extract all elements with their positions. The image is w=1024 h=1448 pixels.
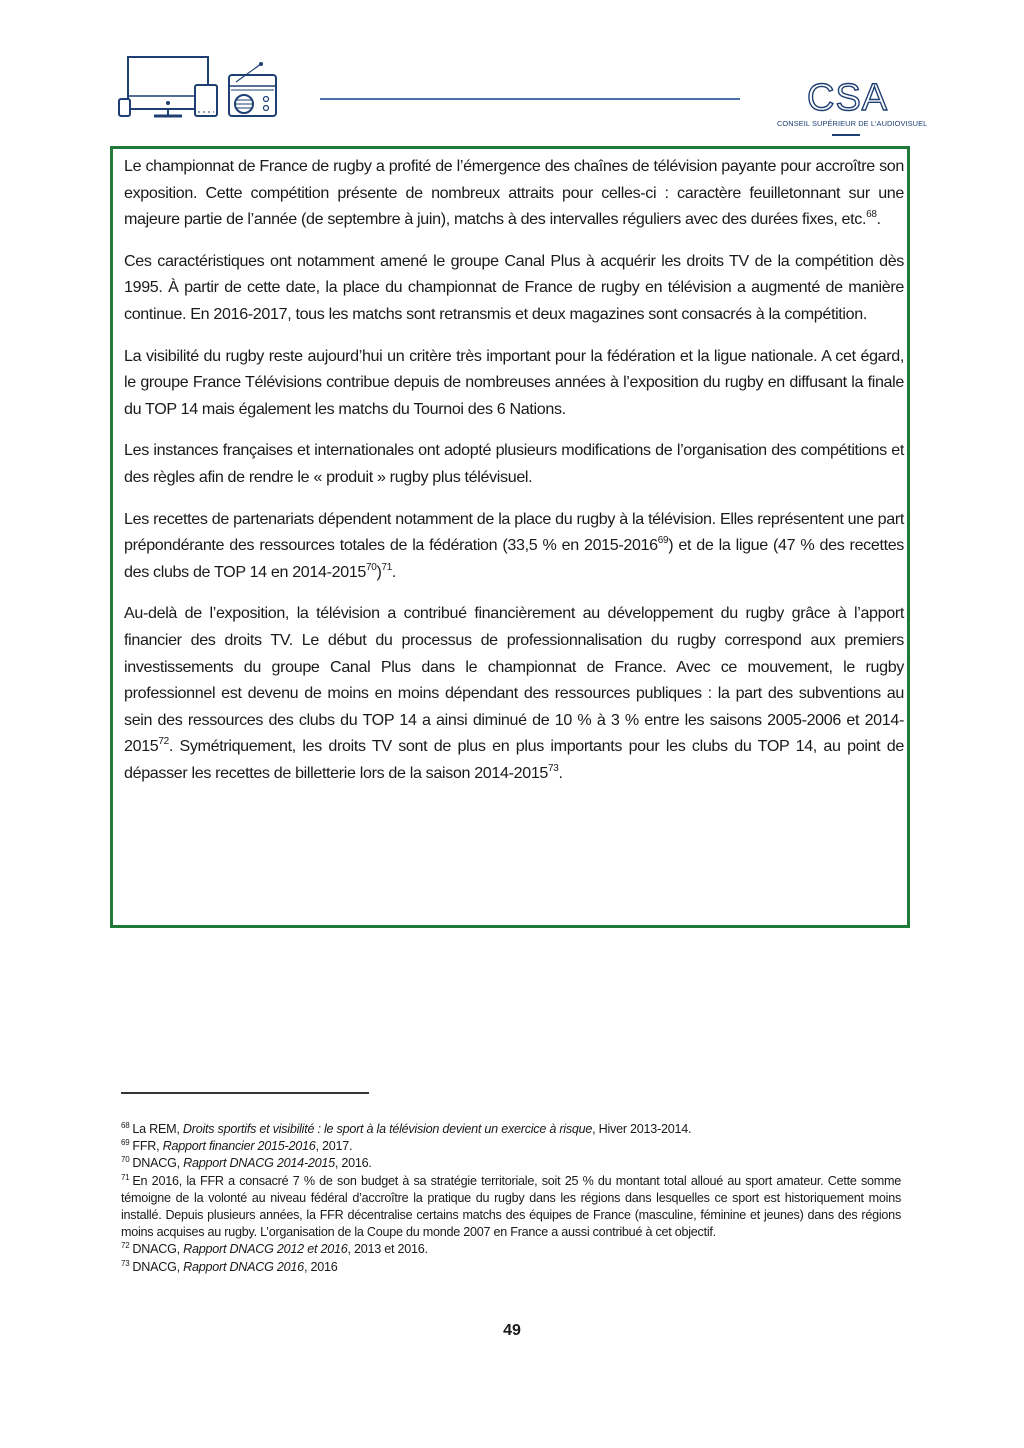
paragraph-1: Le championnat de France de rugby a profité de l’émergence des chaînes de télévision payante pour accroître son exposition. Cette compétition présente de nombreux attraits pour celles-ci : caractère feuilletonnant sur une majeure partie de l’année (de septembre à juin), matchs à des intervalles réguliers avec des durées fixes, etc.$^{68}$.: [124, 157, 904, 229]
paragraph-3: La visibilité du rugby reste aujourd’hui un critère très important pour la fédération et la ligue nationale. A cet égard, le groupe France Télévisions contribue depuis de nombreuses années à l’exposition du rugby en diffusant la finale du TOP 14 mais également les matchs du Tournoi des 6 Nations.: [124, 346, 904, 418]
footnote-ref-73[interactable]: 73: [548, 762, 559, 774]
highlighted-text-box: [110, 146, 910, 928]
footnote-separator: [121, 1092, 369, 1094]
footnote-70: $^{70}$ DNACG, Rapport DNACG 2014-2015, 2016.: [121, 1155, 372, 1171]
tablet-icon: [195, 85, 217, 116]
footnote-68: $^{68}$ La REM, Droits sportifs et visibilité : le sport à la télévision devient un exercice à risque, Hiver 2013-2014.: [121, 1121, 692, 1136]
page-number: 49: [503, 1322, 521, 1339]
csa-logo-letters: CSA: [807, 77, 889, 119]
paragraph-4: Les instances françaises et internationales ont adopté plusieurs modifications de l’organisation des compétitions et des règles afin de rendre le « produit » rugby plus télévisuel.: [124, 441, 904, 486]
paragraph-2: Ces caractéristiques ont notamment amené le groupe Canal Plus à acquérir les droits TV de la compétition dès 1995. À partir de cette date, la place du championnat de France de rugby en télévision a augmenté de manière continue. En 2016-2017, tous les matchs sont retransmis et deux magazines sont consacrés à la compétition.: [124, 251, 904, 323]
footnote-ref-71[interactable]: 71: [381, 561, 392, 573]
footnote-ref-72[interactable]: 72: [158, 736, 169, 748]
paragraph-5: Les recettes de partenariats dépendent notamment de la place du rugby à la télévision. Elles représentent une part prépondérante des ressources totales de la fédération (33,5 % en 2015-2016$^{69}$) et de la ligue (47 % des recettes des clubs de TOP 14 en 2014-2015$^{70}$)$^{71}$.: [124, 509, 905, 581]
footnote-69: $^{69}$ FFR, Rapport financier 2015-2016, 2017.: [121, 1138, 353, 1154]
paragraph-6: Au-delà de l’exposition, la télévision a contribué financièrement au développement du rugby grâce à l’apport financier des droits TV. Le début du processus de professionnalisation du rugby correspond aux premiers investissements du groupe Canal Plus dans le championnat de France. Avec ce mouvement, le rugby professionnel est devenu de moins en moins dépendant des ressources publiques : la part des subventions au sein des ressources des clubs du TOP 14 a ainsi diminué de 10 % à 3 % entre les saisons 2005-2006 et 2014-2015$^{72}$. Symétriquement, les droits TV sont de plus en plus importants pour les clubs du TOP 14, au point de dépasser les recettes de billetterie lors de la saison 2014-2015$^{73}$.: [124, 604, 904, 782]
footnote-ref-69[interactable]: 69: [657, 535, 669, 547]
media-devices-icon: [118, 52, 293, 122]
footnote-71: $^{71}$ En 2016, la FFR a consacré 7 % de son budget à sa stratégie territoriale, soit 25 % du montant total alloué au sport amateur. Cette somme témoigne de la volonté au niveau fédéral d’accroître la pratique du rugby dans les régions dans lesquelles ce sport est historiquement moins installé. Depuis plusieurs années, la FFR décentralise certains matchs des équipes de France (masculine, féminine et jeunes) dans des régions moins acquises au rugby. L’organisation de la Coupe du monde 2007 en France a aussi contribué à cet objectif.: [121, 1172, 901, 1240]
csa-logo-subtitle: CONSEIL SUPÉRIEUR DE L'AUDIOVISUEL: [777, 119, 928, 128]
footnote-ref-68[interactable]: 68: [866, 209, 877, 221]
csa-logo: [775, 77, 928, 140]
footnote-ref-70[interactable]: 70: [366, 561, 377, 573]
csa-logo-underline: [832, 134, 860, 136]
box-content: [124, 153, 904, 801]
footnotes: [121, 1121, 901, 1276]
footnote-73: $^{73}$ DNACG, Rapport DNACG 2016, 2016: [121, 1258, 338, 1274]
page-header: [0, 0, 1024, 140]
smartphone-icon: [119, 99, 130, 116]
header-rule: [320, 98, 740, 100]
footnote-72: $^{72}$ DNACG, Rapport DNACG 2012 et 2016, 2013 et 2016.: [121, 1241, 428, 1257]
